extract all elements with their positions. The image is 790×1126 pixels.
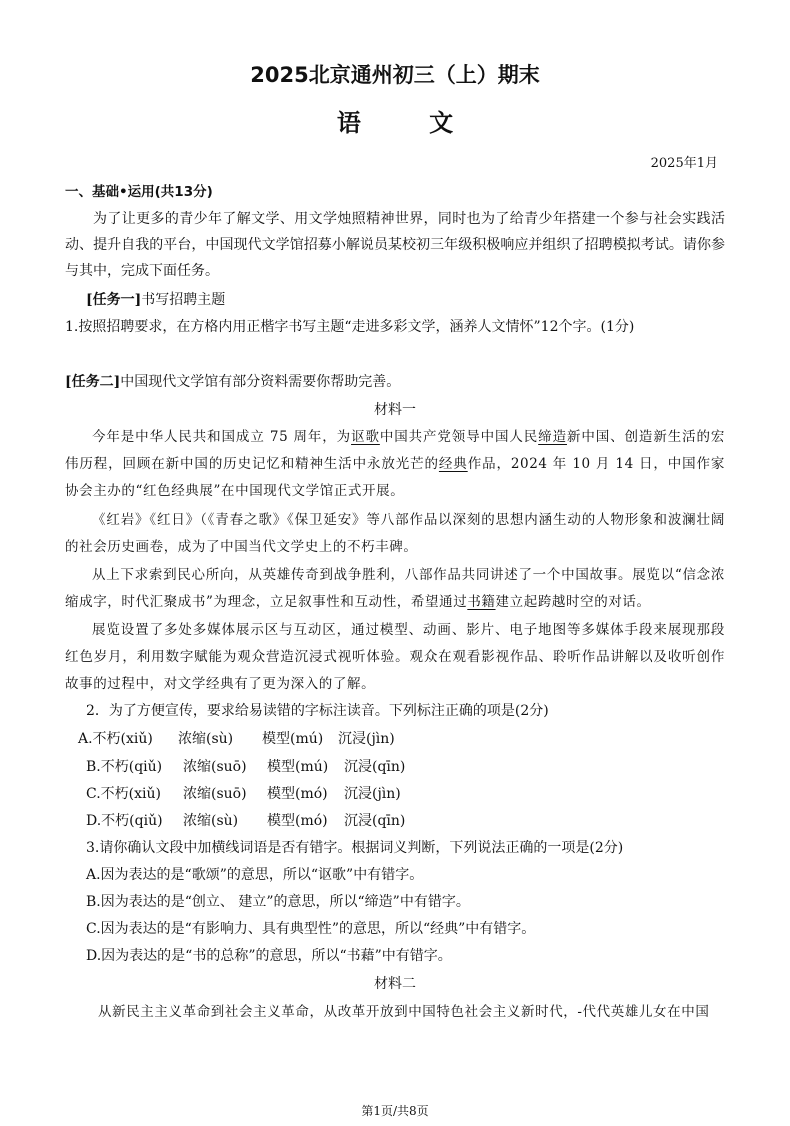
material1-title: 材料一 xyxy=(374,402,416,418)
page-title: 2025北京通州初三（上）期末 xyxy=(250,63,540,87)
subject-title: 语 文 xyxy=(336,108,484,137)
question-3-option-a: A.因为表达的是“歌颂”的意思，所以“讴歌”中有错字。 xyxy=(86,867,424,883)
question-1: 1.按照招聘要求，在方格内用正楷字书写主题“走进多彩文学，涵养人文情怀”12个字。(1分) xyxy=(65,319,635,335)
intro-paragraph: 为了让更多的青少年了解文学、用文学烛照精神世界，同时也为了给青少年搭建一个参与社会实践活动、提升自我的平台，中国现代文学馆招募小解说员某校初三年级积极响应并组织了招聘模拟考试。请你参与其中，完成下面任务。 xyxy=(65,211,725,279)
task1-text: 书写招聘主题 xyxy=(141,292,226,308)
section-heading: 一、基础•运用(共13分) xyxy=(65,184,213,200)
p3-text-b: 建立起跨越时空的对话。 xyxy=(495,594,651,610)
material1-paragraph-2: 《红岩》《红日》（《青春之歌》《保卫延安》等八部作品以深刻的思想内涵生动的人物形象和波澜壮阔的社会历史画卷，成为了中国当代文学史上的不朽丰碑。 xyxy=(65,512,725,555)
exam-date: 2025年1月 xyxy=(650,156,718,171)
question-3-option-d: D.因为表达的是“书的总称”的意思，所以“书藉”中有错字。 xyxy=(86,948,452,964)
underlined-word-jingdian: 经典 xyxy=(438,456,468,472)
material1-paragraph-4: 展览设置了多处多媒体展示区与互动区，通过模型、动画、影片、电子地图等多媒体手段来展现那段红色岁月，利用数字赋能为观众营造沉浸式视听体验。观众在观看影视作品、聆听作品讲解以及收听创作故事的过程中，对文学经典有了更为深入的了解。 xyxy=(65,622,725,692)
p1-text-c: 新中国、创造新生活的宏伟历程，回顾在新中国的历史记忆和精神生活中永放光芒的 xyxy=(65,429,726,472)
p1-text-a: 今年是中华人民共和国成立 75 周年，为 xyxy=(92,429,352,445)
material1-paragraph-1 xyxy=(65,424,725,505)
p1-text-b: 中国共产党领导中国人民 xyxy=(379,429,539,445)
page-footer: 第1页/共8页 xyxy=(361,1104,429,1118)
question-3-option-b: B.因为表达的是“创立、 建立”的意思，所以“缔造”中有错字。 xyxy=(86,894,470,910)
p1-text-d: 作品，2024 年 10 月 14 日，中国作家协会主办的“红色经典展”在中国现代文学馆正式开展。 xyxy=(65,456,725,499)
task2-label: [任务二] xyxy=(65,374,121,390)
material1-paragraph-3 xyxy=(65,562,725,616)
task1-line xyxy=(86,290,225,310)
document-page: 2025北京通州初三（上）期末 语 文 2025年1月 一、基础•运用(共13分) 为了让更多的青少年了解文学、用文学烛照精神世界，同时也为了给青少年搭建一个参与社会实践活动、提升自我的平台，中国现代文学馆招募小解说员某校初三年级积极响应并组织了招聘模拟考试。请你参与其中，完成下面任务。 [任务一]书写招聘主题 1.按照招聘要求，在方格内用正楷字书写主题“走进多彩文学，涵养人文情怀”12个字。(1分) [任务二]中国现代文学馆有部分资料需要你帮助完善。 材料一 今年是中华人民共和国成立 75 周年，为讴歌中国共产党领导中国人民缔造新中国、创造新生活的宏伟历程，回顾在新中国的历史记忆和精神生活中永放光芒的经典作品，2024 年 10 月 14 日，中国作家协会主办的“红色经典展”在中国现代文学馆正式开展。 《红岩》《红日》（《青春之歌》《保卫延安》等八部作品以深刻的思想内涵生动的人物形象和波澜壮阔的社会历史画卷，成为了中国当代文学史上的不朽丰碑。 从上下求索到民心所向，从英雄传奇到战争胜利，八部作品共同讲述了一个中国故事。展览以“信念浓缩成字，时代汇聚成书”为理念，立足叙事性和互动性，希望通过书籍建立起跨越时空的对话。 展览设置了多处多媒体展示区与互动区，通过模型、动画、影片、电子地图等多媒体手段来展现那段红色岁月，利用数字赋能为观众营造沉浸式视听体验。观众在观看影视作品、聆听作品讲解以及收听创作故事的过程中，对文学经典有了更为深入的了解。 2．为了方便宣传，要求给易读错的字标注读音。下列标注正确的项是(2分) A.不朽(xiǔ) 浓缩(sù) 模型(mú) 沉浸(jìn) B.不朽(qiǔ) 浓缩(suō) 模型(mú) 沉浸(qīn) C.不朽(xiǔ) 浓缩(suō) 模型(mó) 沉浸(jìn) D.不朽(qiǔ) 浓缩(sù) 模型(mó) 沉浸(qīn) 3.请你确认文段中加横线词语是否有错字。根据词义判断，下列说法正确的一项是(2分) A.因为表达的是“歌颂”的意思，所以“讴歌”中有错字。 B.因为表达的是“创立、 建立”的意思，所以“缔造”中有错字。 C.因为表达的是“有影响力、具有典型性”的意思，所以“经典”中有错字。 D.因为表达的是“书的总称”的意思，所以“书藉”中有错字。 材料二 从新民主主义革命到社会主义革命，从改革开放到中国特色社会主义新时代，-代代英雄儿女在中国 第1页/共8页 xyxy=(0,0,790,1126)
task1-label: [任务一] xyxy=(86,292,142,308)
material2-paragraph-1: 从新民主主义革命到社会主义革命，从改革开放到中国特色社会主义新时代，-代代英雄儿女在中国 xyxy=(98,1004,710,1020)
material2-title: 材料二 xyxy=(374,976,416,992)
task2-text: 中国现代文学馆有部分资料需要你帮助完善。 xyxy=(120,374,401,390)
question-2-stem: 2．为了方便宣传，要求给易读错的字标注读音。下列标注正确的项是(2分) xyxy=(86,703,549,719)
underlined-word-dizao: 缔造 xyxy=(538,429,567,445)
question-3-stem: 3.请你确认文段中加横线词语是否有错字。根据词义判断，下列说法正确的一项是(2分) xyxy=(86,840,624,856)
p3-text-a: 从上下求索到民心所向，从英雄传奇到战争胜利，八部作品共同讲述了一个中国故事。展览以“信念浓缩成字，时代汇聚成书”为理念，立足叙事性和互动性，希望通过 xyxy=(65,567,725,610)
question-3-option-c: C.因为表达的是“有影响力、具有典型性”的意思，所以“经典”中有错字。 xyxy=(86,921,536,937)
underlined-word-shuji: 书籍 xyxy=(467,594,496,610)
underlined-word-ouge: 讴歌 xyxy=(351,429,380,445)
task2-line xyxy=(65,372,400,392)
